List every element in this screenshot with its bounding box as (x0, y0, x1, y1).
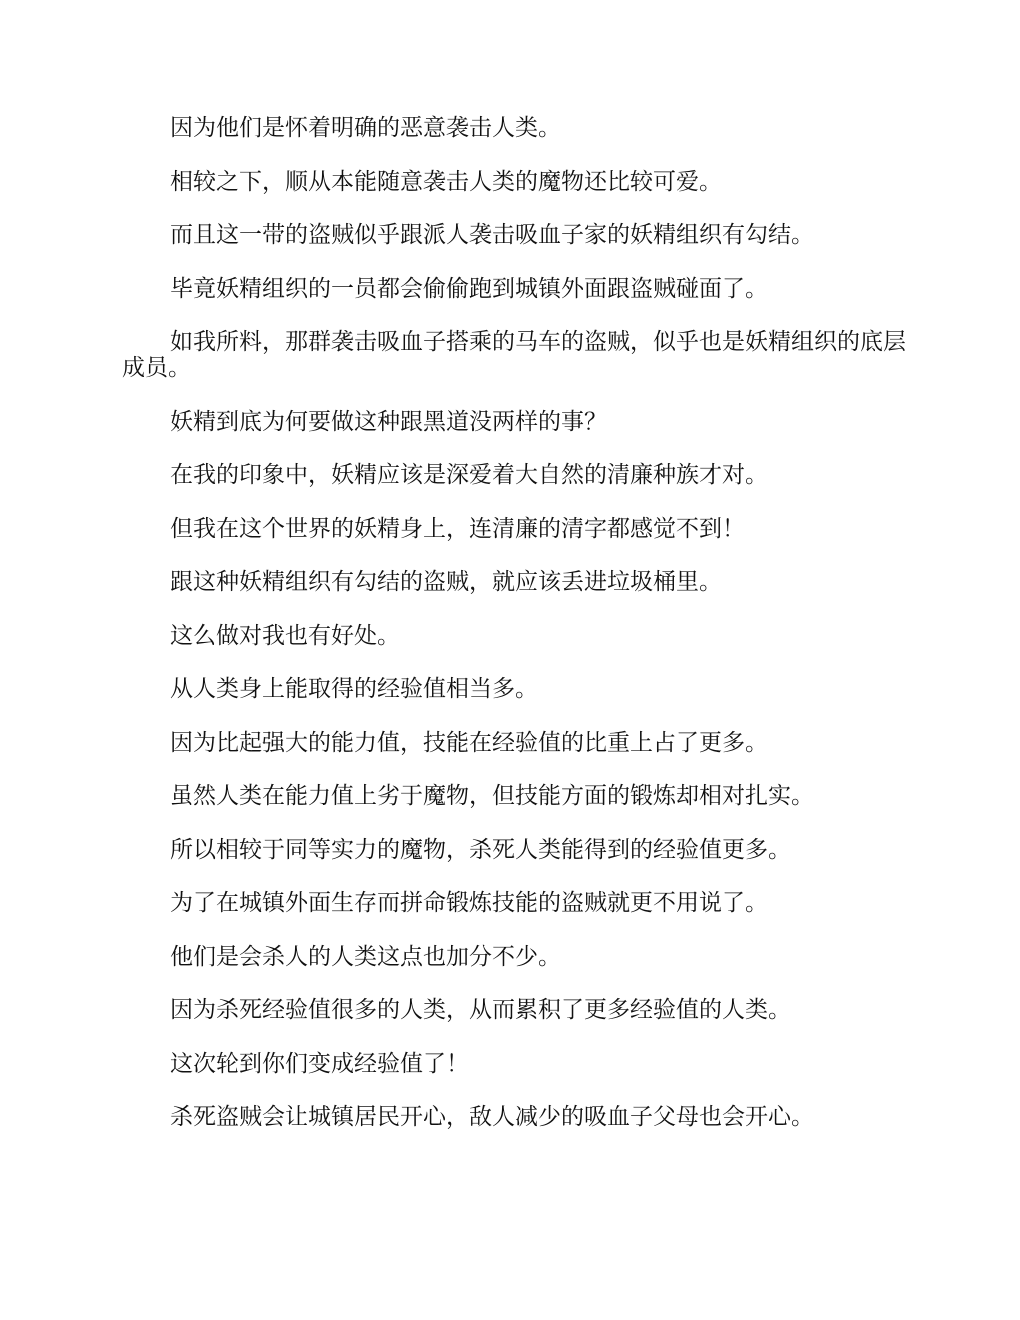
text-body (122, 115, 912, 1158)
paragraph: 杀死盗贼会让城镇居民开心，敌人减少的吸血子父母也会开心。 (170, 1104, 814, 1130)
paragraph: 相较之下，顺从本能随意袭击人类的魔物还比较可爱。 (170, 168, 722, 195)
paragraph: 而且这一带的盗贼似乎跟派人袭击吸血子家的妖精组织有勾结。 (170, 222, 814, 248)
paragraph: 他们是会杀人的人类这点也加分不少。 (170, 943, 561, 970)
paragraph: 虽然人类在能力值上劣于魔物，但技能方面的锻炼却相对扎实。 (170, 783, 814, 809)
paragraph: 妖精到底为何要做这种跟黑道没两样的事？ (170, 408, 607, 435)
paragraph: 毕竟妖精组织的一员都会偷偷跑到城镇外面跟盗贼碰面了。 (170, 275, 768, 302)
paragraph: 因为杀死经验值很多的人类，从而累积了更多经验值的人类。 (170, 997, 791, 1023)
paragraph: 跟这种妖精组织有勾结的盗贼，就应该丢进垃圾桶里。 (170, 569, 722, 595)
paragraph: 因为比起强大的能力值，技能在经验值的比重上占了更多。 (170, 729, 768, 756)
paragraph: 为了在城镇外面生存而拼命锻炼技能的盗贼就更不用说了。 (170, 890, 768, 916)
paragraph: 这么做对我也有好处。 (170, 622, 400, 649)
paragraph: 但我在这个世界的妖精身上，连清廉的清字都感觉不到！ (170, 515, 745, 542)
paragraph: 这次轮到你们变成经验值了！ (170, 1050, 469, 1077)
paragraph: 在我的印象中，妖精应该是深爱着大自然的清廉种族才对。 (170, 462, 768, 488)
paragraph: 如我所料，那群袭击吸血子搭乘的马车的盗贼，似乎也是妖精组织的底层成员。 (122, 329, 906, 381)
paragraph: 所以相较于同等实力的魔物，杀死人类能得到的经验值更多。 (170, 836, 791, 863)
paragraph: 从人类身上能取得的经验值相当多。 (170, 676, 538, 702)
paragraph: 因为他们是怀着明确的恶意袭击人类。 (170, 115, 561, 141)
